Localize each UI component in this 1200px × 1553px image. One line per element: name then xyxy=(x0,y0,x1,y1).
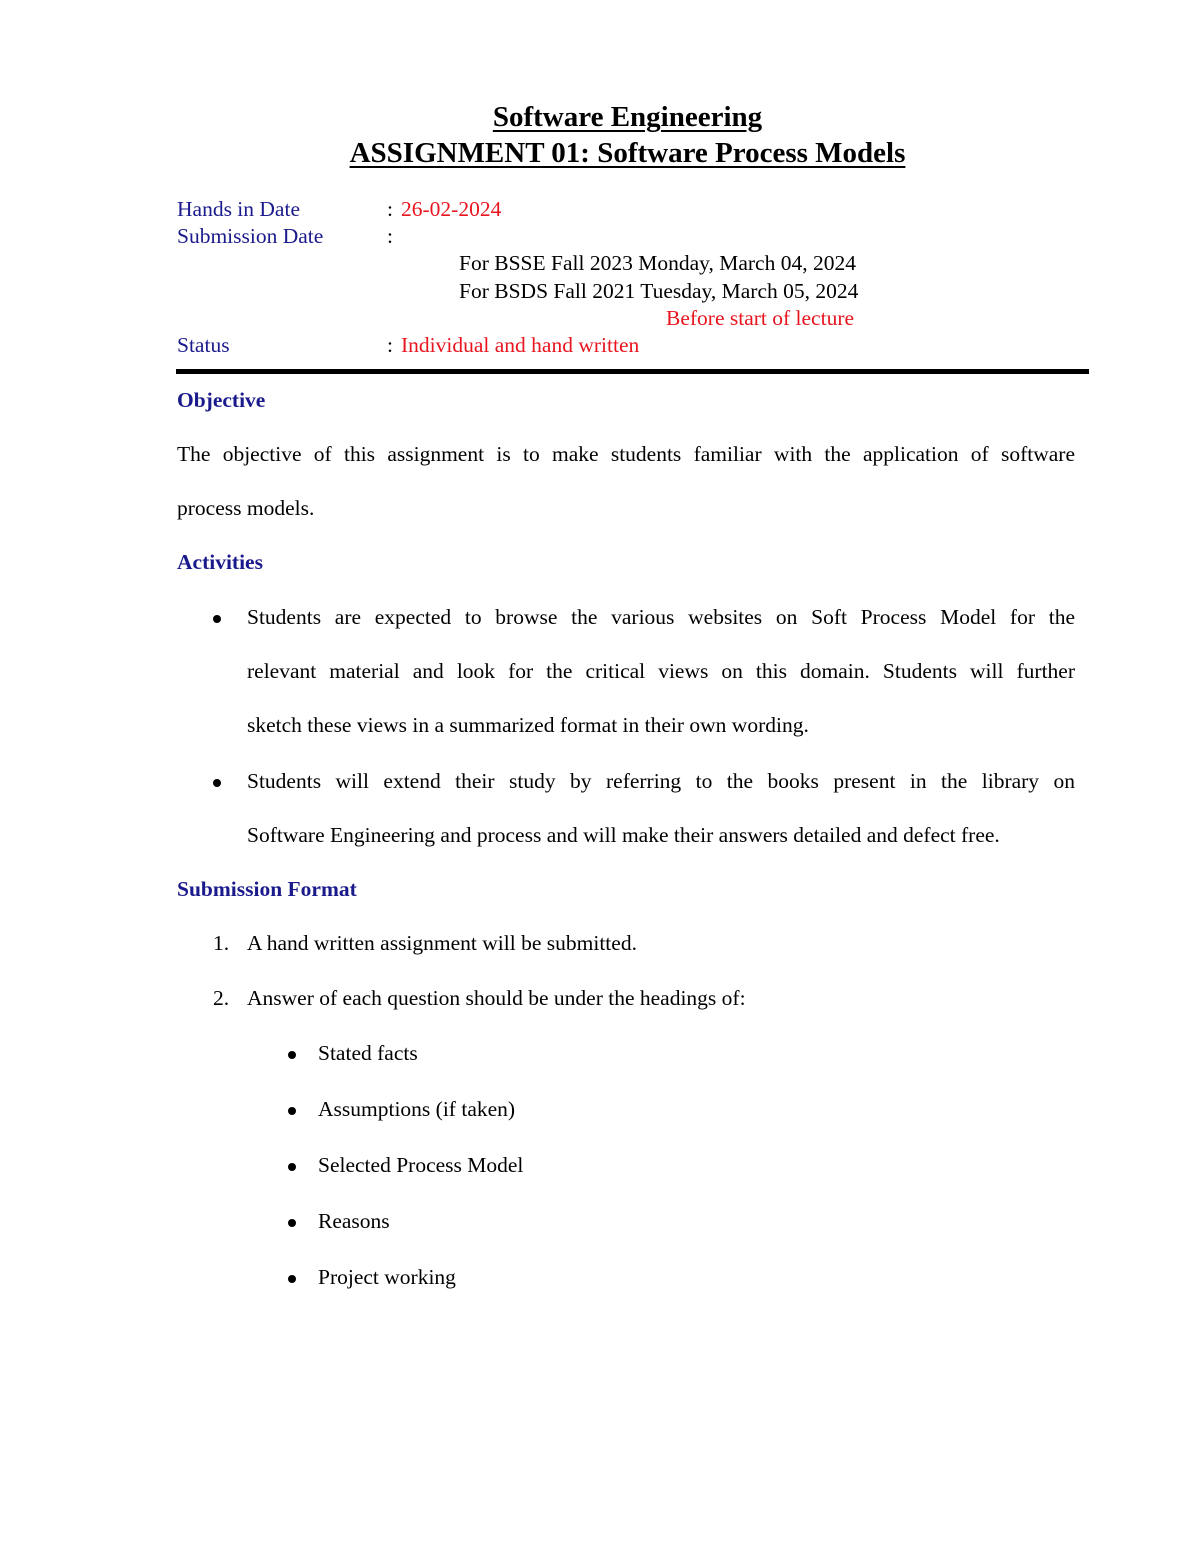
status-label: Status xyxy=(177,333,230,357)
sub-list-item: Stated facts xyxy=(318,1041,418,1065)
objective-heading: Objective xyxy=(177,388,266,412)
assignment-title: ASSIGNMENT 01: Software Process Models xyxy=(349,137,906,169)
activity-item-1-line2: relevant material and look for the critical views on this domain. Students will further xyxy=(247,659,1075,683)
status-colon: : xyxy=(387,333,393,357)
activity-item-2-line1: Students will extend their study by referring to the books present in the library on xyxy=(247,769,1075,793)
submission-format-heading: Submission Format xyxy=(177,877,357,901)
bullet-icon xyxy=(288,1107,296,1115)
submission-note: Before start of lecture xyxy=(666,306,855,330)
bullet-icon xyxy=(288,1163,296,1171)
activity-item-2-line2: Software Engineering and process and will make their answers detailed and defect free. xyxy=(247,823,1000,847)
submission-date-label: Submission Date xyxy=(177,224,324,248)
document-title: Software Engineering xyxy=(492,101,763,133)
sub-list-item: Assumptions (if taken) xyxy=(318,1097,516,1121)
hands-in-date-colon: : xyxy=(387,197,393,221)
sub-list-item: Selected Process Model xyxy=(318,1153,524,1177)
bullet-icon xyxy=(288,1051,296,1059)
header-divider xyxy=(176,369,1089,374)
submission-date-bsse: For BSSE Fall 2023 Monday, March 04, 2024 xyxy=(459,251,856,275)
status-value: Individual and hand written xyxy=(401,333,640,357)
bullet-icon xyxy=(213,779,221,787)
sub-list-item: Reasons xyxy=(318,1209,390,1233)
sub-list-item: Project working xyxy=(318,1265,456,1289)
bullet-icon xyxy=(213,615,221,623)
list-item: A hand written assignment will be submitted. xyxy=(247,931,637,955)
objective-text-line2: process models. xyxy=(177,496,315,520)
objective-text-line1: The objective of this assignment is to make students familiar with the application of software xyxy=(177,442,1075,466)
bullet-icon xyxy=(288,1219,296,1227)
list-number: 1. xyxy=(213,931,230,955)
activity-item-1-line3: sketch these views in a summarized format in their own wording. xyxy=(247,713,809,737)
bullet-icon xyxy=(288,1275,296,1283)
submission-date-colon: : xyxy=(387,224,393,248)
hands-in-date-label: Hands in Date xyxy=(177,197,300,221)
hands-in-date-value: 26-02-2024 xyxy=(401,197,502,221)
list-number: 2. xyxy=(213,986,230,1010)
activities-heading: Activities xyxy=(177,550,263,574)
submission-date-bsds: For BSDS Fall 2021 Tuesday, March 05, 2024 xyxy=(459,279,859,303)
activity-item-1-line1: Students are expected to browse the various websites on Soft Process Model for the xyxy=(247,605,1075,629)
list-item: Answer of each question should be under the headings of: xyxy=(247,986,746,1010)
